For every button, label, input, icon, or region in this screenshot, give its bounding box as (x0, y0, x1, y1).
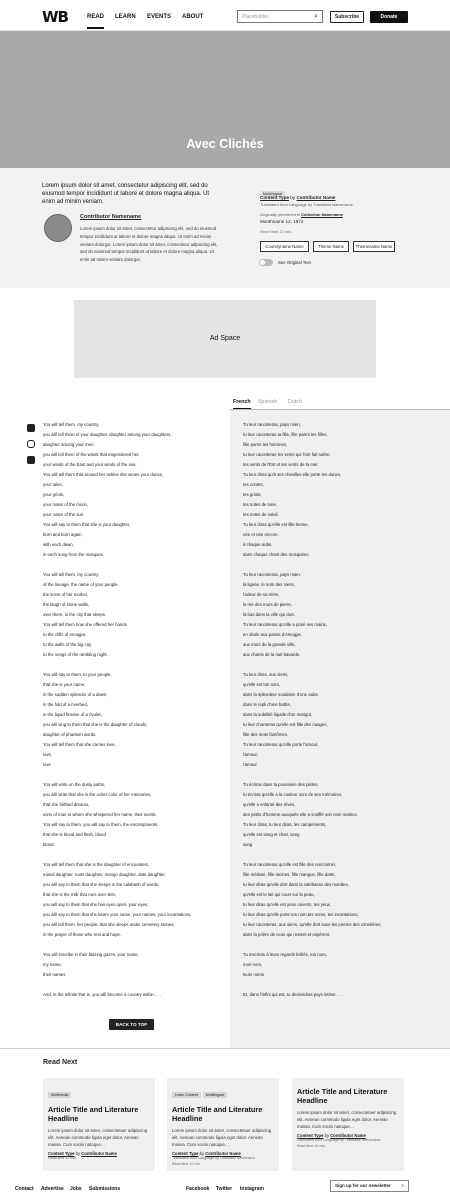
poem-line: you will say to them that she sleeps in the calabash of words, (43, 882, 160, 887)
poem-line: your winds of the East and your winds of the sea. (43, 462, 137, 467)
stanza (43, 780, 221, 850)
read-next-title: Read Next (43, 1059, 78, 1066)
poem-line: leurs noms (243, 972, 265, 977)
poem-line: sons of man to whom she whispered her name, their womb. (43, 812, 157, 817)
poem-line: Et, dans l'infini qui est, tu deviendras pays intime . . . (243, 992, 343, 997)
poem-line: Tu écriras dans la poussière des pistes, (243, 782, 319, 787)
stanza (243, 420, 423, 560)
poem-line: You will inscribe in their blazing gazes, your name, (43, 952, 139, 957)
poem-line: You will tell them, my country, (43, 572, 100, 577)
poem-line: tu leur chanteras qu'elle est fille des nuages, (243, 722, 328, 727)
poem-line: the scent of her mother, (43, 592, 89, 597)
poem-line: their names (43, 972, 66, 977)
poem-line: mixed daughter, roots daughter, mango daughter, date daughter, (43, 872, 166, 877)
newsletter-input[interactable] (330, 1180, 409, 1192)
poem-line: You will say to them, you will say to them, the encampments, (43, 822, 159, 827)
ad-space: Ad Space (74, 300, 376, 378)
poem-line: tu leur raconteras ta fille, fille parmi tes filles, (243, 432, 328, 437)
stanza (43, 990, 221, 1000)
poem-line: dans le repli d'une batha, (243, 702, 291, 707)
card-read-time: Read time 12 min. (297, 1143, 327, 1148)
hero-banner (0, 31, 450, 168)
subscribe-button[interactable]: Subscribe (330, 11, 364, 23)
twitter-icon[interactable] (27, 456, 35, 464)
poem-line: tu leur diras qu'elle dort dans la calebasse des mondes, (243, 882, 349, 887)
poem-line: your griots, (43, 492, 65, 497)
instagram-icon[interactable] (27, 440, 35, 448)
poem-line: qu'elle est le lait qui court sur la peau, (243, 892, 315, 897)
stanza (43, 420, 221, 560)
poem-line: tes vents de l'Est et tes vents de la mer. (243, 462, 319, 467)
card-content-type-by: by (324, 1133, 330, 1138)
article-title: Avec Clichés (186, 137, 264, 151)
poem-line: tes notes de soleil. (243, 512, 279, 517)
stanza (243, 950, 423, 980)
poem-line: Tu leur diras, aux siens, (243, 672, 289, 677)
poem-line: to the cliffs of Amogjar, (43, 632, 87, 637)
article-card[interactable] (167, 1078, 279, 1171)
poem-line: You will say to them, to your people, (43, 672, 112, 677)
newsletter-label: Sign up for our newsletter (335, 1183, 391, 1188)
poem-line: daughter of phantom words. (43, 732, 97, 737)
poem-line: you will tell them of your daughter, daughter among your daughters, (43, 432, 172, 437)
poem-line: mon nom, (243, 962, 263, 967)
article-intro (0, 168, 450, 288)
card-excerpt: Lorem ipsum dolor sit amet, consectetuer adipiscing elit. Aenean commodo ligula eget dolor. Aenean massa. Cum sociis natoque… (297, 1110, 397, 1129)
footer-link-jobs[interactable]: Jobs (70, 1186, 82, 1192)
footer-link-contact[interactable]: Contact (15, 1186, 34, 1192)
card-content-type-link[interactable]: Content Type (297, 1133, 324, 1138)
poem-line: l'amour (243, 762, 257, 767)
card-contributor-link[interactable]: Contributor Name (330, 1133, 366, 1138)
poem-line: Tu leur raconteras qu'elle a posé ses mains, (243, 622, 328, 627)
newsletter-submit-icon[interactable]: > (401, 1183, 404, 1188)
poem-line: Tu leur raconteras qu'elle est fille des rencontres, (243, 862, 337, 867)
poem-line: dans la subtilité liquide d'un marigot, (243, 712, 313, 717)
poem-line: qu'elle est ton nom, (243, 682, 281, 687)
card-contributor-link[interactable]: Contributor Name (205, 1151, 241, 1156)
stanza (43, 670, 221, 770)
poem-line: Tu leur diras qu'elle est fille tienne, (243, 522, 309, 527)
card-read-time: Read time 12 min. (48, 1156, 78, 1160)
tab-french[interactable]: French (233, 399, 251, 409)
premiere-line (260, 212, 343, 217)
nav-about[interactable]: ABOUT (182, 14, 204, 20)
site-header (0, 0, 450, 31)
section-divider (0, 1048, 450, 1049)
poem-line: to the songs of the rambling night. (43, 652, 108, 657)
poem-line: Tu leur raconteras, pays mien, (243, 422, 301, 427)
footer-link-twitter[interactable]: Twitter (216, 1186, 233, 1192)
poem-line: Tu inscriras à leurs regards brûlés, ton nom, (243, 952, 327, 957)
poem-line: tu leur diras qu'elle porte ton nom,tes noms, tes incantations, (243, 912, 359, 917)
poem-line: that she is blood and flesh, blood (43, 832, 106, 837)
card-tags (172, 1083, 274, 1101)
poem-line: you will tell them of the winds that engendered her, (43, 452, 140, 457)
nav-learn[interactable]: LEARN (115, 14, 136, 20)
contributor-link[interactable]: Contributor Name (296, 195, 336, 200)
poem-line: in the sudden splendor of a dawn, (43, 692, 108, 697)
poem-english (43, 420, 221, 1010)
stanza (43, 570, 221, 660)
poem-line: des petits d'homme auxquels elle a soufflé son nom matrice. (243, 812, 358, 817)
contributor-name-link[interactable]: Contributor Namename (80, 214, 142, 220)
publish-date: Monthname 12, 1672 (260, 219, 304, 224)
article-card[interactable] (43, 1078, 155, 1171)
poem-line: You will tell them that she carries love, (43, 742, 116, 747)
poem-line: née et née encore, (243, 532, 279, 537)
card-contributor-link[interactable]: Contributor Name (81, 1151, 117, 1156)
card-translation: Translated from Language by Translator Namename (297, 1138, 381, 1142)
card-headline[interactable]: Article Title and Literature Headline (48, 1105, 139, 1123)
footer-link-submissions[interactable]: Submissions (89, 1186, 121, 1192)
poem-line: dans la splendeur soudaine d'une aube, (243, 692, 320, 697)
poem-line: blood (43, 842, 54, 847)
poem-line: You will write on the dusty paths, (43, 782, 106, 787)
poem-line: the laugh of stone walls, (43, 602, 90, 607)
contributor-avatar (44, 214, 72, 242)
nav-events[interactable]: EVENTS (147, 14, 172, 20)
card-tags (48, 1083, 150, 1101)
collection-link[interactable]: Collection Namename (301, 212, 343, 217)
stanza (243, 570, 423, 660)
poem-line: love, (43, 752, 53, 757)
card-content-type-by: by (75, 1151, 81, 1156)
chip-themename[interactable]: Themename Name (353, 241, 395, 252)
poem-line: tes griots, (243, 492, 262, 497)
poem-line: fille métisse, fille racines, fille mangue, fille datte, (243, 872, 336, 877)
card-tag: Multimedia (48, 1092, 71, 1098)
poem-line: And, in the infinite that is, you will become a country within . . . (43, 992, 161, 997)
nav-read[interactable]: READ (87, 14, 104, 29)
chip-theme[interactable]: Theme Name (313, 241, 349, 252)
tab-spanish[interactable]: Spanish (258, 399, 278, 405)
poem-line: l'odeur de sa mère, (243, 592, 280, 597)
footer-link-facebook[interactable]: Facebook (186, 1186, 210, 1192)
lead-paragraph: Lorem ipsum dolor sit amet, consectetur adipiscing elit, sed do eiusmod tempor incididunt ut labore et dolore magna aliqua. Ut enim ad minim veniam. (42, 183, 210, 205)
poem-line: your tales, (43, 482, 63, 487)
poem-line: aux chants de la nuit bavarde. (243, 652, 301, 657)
poem-line: Tu leur diras, tu leur diras, les campements, (243, 822, 327, 827)
poem-line: You will tell them that she is the daughter of encounters, (43, 862, 150, 867)
poem-line: in each song from the mosques. (43, 552, 105, 557)
donate-button[interactable]: Donate (370, 11, 408, 23)
card-content-type-link[interactable]: Content Type (48, 1151, 75, 1156)
poem-line: tu leur raconteras les vents qui l'ont fait naître, (243, 452, 331, 457)
stanza (243, 670, 423, 770)
poem-line: le rire des murs de pierre, (243, 602, 292, 607)
search-input[interactable] (237, 10, 323, 23)
stanza (43, 860, 221, 940)
language-tabs (230, 399, 450, 410)
poem-line: la lignée, le nom des siens, (243, 582, 295, 587)
poem-line: qu'elle a enfanté des rêves, (243, 802, 296, 807)
poem-line: dans la prière de ceux qui restent et espèrent. (243, 932, 331, 937)
content-type-line (260, 195, 335, 200)
poem-line: dans chaque chant des mosquées. (243, 552, 310, 557)
poem-line: fille parmi tes hommes, (243, 442, 288, 447)
poem-line: you will say to them that she has eyes open, your eyes, (43, 902, 149, 907)
card-headline[interactable]: Article Title and Literature Headline (297, 1087, 388, 1105)
poem-line: tu leur raconteras, aux siens, qu'elle dort sous les pierres des cimetières, (243, 922, 382, 927)
footer-link-instagram[interactable]: Instagram (240, 1186, 264, 1192)
poem-line: You will tell them, my country, (43, 422, 100, 427)
poem-line: sang (243, 842, 253, 847)
premiere-prefix: Originally premiered in (260, 212, 301, 217)
search-placeholder: Placeholder (242, 14, 269, 20)
poem-line: that she birthed dreams, (43, 802, 90, 807)
poem-line: Tu leur raconteras, pays mien, (243, 572, 301, 577)
poem-line: aux murs de la grande ville, (243, 642, 296, 647)
poem-line: in the prayer of those who rest and hope. (43, 932, 122, 937)
poem-line: with each dawn, (43, 542, 74, 547)
poem-line: là bas dans la ville qui dort. (243, 612, 295, 617)
poem-line: you will tell them, her people, that she sleeps under cemetery stones, (43, 922, 175, 927)
poem-line: in the fold of a riverbed, (43, 702, 88, 707)
card-excerpt: Lorem ipsum dolor sit amet, consectetuer adipiscing elit. Aenean commodo ligula eget dolor. Aenean massa. Cum sociis natoque… (172, 1128, 272, 1147)
facebook-icon[interactable] (27, 424, 35, 432)
poem-line: tu écriras qu'elle a la couleur ocre de ses mémoires, (243, 792, 343, 797)
poem-line: of the lineage, the name of your people, (43, 582, 119, 587)
poem-line: Tu leur diras qu'à ses chevilles elle porte tes dunes, (243, 472, 342, 477)
stanza (243, 990, 423, 1000)
search-icon[interactable]: ⌕ (314, 13, 318, 20)
back-to-top-button[interactable]: BACK TO TOP (109, 1019, 154, 1030)
chip-country[interactable]: Countryname Name (260, 241, 309, 252)
poem-line: en obole aux parois d'Amogjar, (243, 632, 302, 637)
poem-line: You will say to them that she is your daughter, (43, 522, 131, 527)
translation-line: Translated from Language by Translator Namename (260, 202, 353, 207)
poem-line: l'amour, (243, 752, 258, 757)
site-logo[interactable]: WB (42, 8, 68, 26)
poem-line: in the liquid finesse of a rivulet, (43, 712, 102, 717)
article-card[interactable] (292, 1078, 404, 1171)
poem-line: you will write that she is the ocher color of her memories, (43, 792, 152, 797)
card-tag: Learn Content (172, 1092, 201, 1098)
stanza (243, 780, 423, 850)
poem-line: tes notes de lune, (243, 502, 277, 507)
poem-line: Tu leur raconteras qu'elle porte l'amour, (243, 742, 319, 747)
poem-line: that she is the milk that runs over skin, (43, 892, 117, 897)
poem-line: fille des mots fantômes. (243, 732, 289, 737)
poem-line: you will say to them that she bears your name, your names, your incantations, (43, 912, 192, 917)
poem-line: your notes of the sun. (43, 512, 85, 517)
poem-line: tu leur diras qu'elle est yeux ouverts, tes yeux, (243, 902, 331, 907)
footer-link-advertise[interactable]: Advertise (41, 1186, 64, 1192)
card-read-time: Read time 12 min. (172, 1161, 202, 1166)
card-content-type-link[interactable]: Content Type (172, 1151, 199, 1156)
poem-line: You will tell them that around her ankles she wears your dunes, (43, 472, 164, 477)
poem-line: that she is your name, (43, 682, 86, 687)
poem-line: qu'elle est sang et chair, sang (243, 832, 300, 837)
poem-line: over there, in the city that sleeps. (43, 612, 107, 617)
poem-line: love (43, 762, 51, 767)
poem-line: to the walls of the big city, (43, 642, 92, 647)
content-type-by: by (290, 195, 296, 200)
contributor-bio: Lorem ipsum dolor sit amet, consectetur adipiscing elit, sed do eiusmod tempor incididunt ut labore et dolore magna aliqua. Ut enim ad minim veniam dolorgor. Lorem ipsum dolor sit amet, consectetur adipiscing elit, sed do eiusmod tempor incididunt ut labore et dolore magna aliqua. Ut enim ad minim veniam dolorgor. (80, 226, 218, 263)
tab-dutch[interactable]: Dutch (288, 399, 302, 405)
poem-line: you will sing to them that she is the daughter of clouds, (43, 722, 148, 727)
card-content-type-by: by (199, 1151, 205, 1156)
poem-line: tes contes, (243, 482, 264, 487)
poem-line: You will tell them how she offered her hands (43, 622, 127, 627)
poem-line: à chaque aube, (243, 542, 273, 547)
poem-line: daughter among your men, (43, 442, 95, 447)
card-translation: Translated from Language by Translator Namename (172, 1156, 256, 1160)
poem-line: born and born again, (43, 532, 83, 537)
toggle-label: See Original Text (278, 260, 311, 265)
stanza (43, 950, 221, 980)
card-headline[interactable]: Article Title and Literature Headline (172, 1105, 263, 1123)
card-tag: Multilingual (203, 1092, 227, 1098)
stanza (243, 860, 423, 940)
content-type-link[interactable]: Content Type (260, 195, 290, 200)
card-excerpt: Lorem ipsum dolor sit amet, consectetuer adipiscing elit. Aenean commodo ligula eget dolor. Aenean massa. Cum sociis natoque… (48, 1128, 148, 1147)
poem-line: my name, (43, 962, 62, 967)
read-time: Read time 12 min. (260, 229, 293, 234)
multilingual-tag: Multilingual (260, 191, 285, 197)
original-text-toggle[interactable] (259, 259, 273, 266)
poem-line: your notes of the moon, (43, 502, 89, 507)
poem-french (243, 420, 423, 1010)
